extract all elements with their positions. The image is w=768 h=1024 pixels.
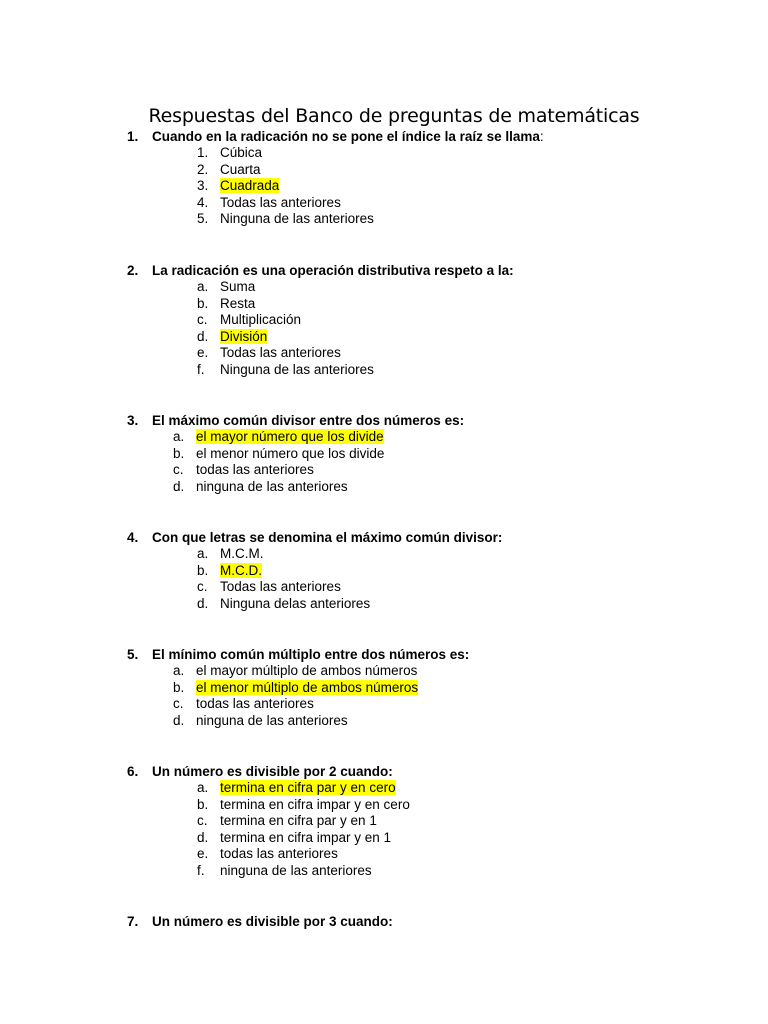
- options-list: [127, 429, 747, 495]
- question-heading: [127, 412, 747, 429]
- question-text: Con que letras se denomina el máximo común divisor:: [152, 530, 503, 545]
- option-marker: b.: [197, 295, 209, 311]
- question-number: 7.: [127, 914, 139, 929]
- question-trailing: :: [539, 129, 544, 144]
- option-marker: 2.: [197, 161, 209, 177]
- option-marker: e.: [197, 345, 209, 360]
- option-item: [197, 362, 747, 379]
- option-item: [173, 713, 747, 730]
- question-3: [127, 412, 747, 495]
- option-marker: d.: [173, 712, 185, 728]
- option-text: Todas las anteriores: [220, 345, 341, 360]
- options-list: [127, 145, 747, 228]
- option-text: todas las anteriores: [196, 696, 314, 711]
- option-item: [197, 211, 747, 228]
- option-item: [197, 279, 747, 296]
- option-marker: b.: [197, 562, 209, 578]
- option-marker: 3.: [197, 178, 209, 193]
- option-item: [197, 145, 747, 162]
- option-marker: f.: [197, 862, 205, 878]
- question-6: [127, 763, 747, 879]
- options-list: [127, 780, 747, 879]
- option-item: [173, 446, 747, 463]
- option-text: todas las anteriores: [220, 846, 338, 861]
- option-item: [197, 797, 747, 814]
- question-text: El mínimo común múltiplo entre dos números es:: [152, 647, 470, 662]
- option-item: [197, 162, 747, 179]
- option-text: el mayor número que los divide: [196, 429, 384, 444]
- option-item: [197, 579, 747, 596]
- question-2: [127, 262, 747, 378]
- options-list: [127, 546, 747, 612]
- option-marker: c.: [197, 579, 208, 594]
- question-number: 1.: [127, 129, 139, 144]
- question-heading: [127, 128, 747, 145]
- option-text: todas las anteriores: [196, 462, 314, 477]
- question-text: La radicación es una operación distributiva respeto a la:: [152, 263, 514, 278]
- option-text: Resta: [220, 295, 256, 311]
- option-text: Multiplicación: [220, 312, 302, 327]
- option-item: [173, 696, 747, 713]
- option-marker: e.: [197, 846, 209, 861]
- option-marker: a.: [173, 663, 185, 678]
- option-marker: d.: [173, 478, 185, 494]
- question-heading: [127, 763, 747, 780]
- option-item: [197, 780, 747, 797]
- question-4: [127, 529, 747, 612]
- option-text: el menor múltiplo de ambos números: [196, 679, 419, 695]
- option-item: [197, 329, 747, 346]
- option-marker: 5.: [197, 211, 209, 226]
- question-number: 6.: [127, 764, 139, 779]
- option-item: [173, 479, 747, 496]
- option-text: División: [220, 328, 268, 344]
- options-list: [127, 279, 747, 378]
- option-marker: a.: [197, 279, 209, 294]
- option-item: [173, 462, 747, 479]
- option-marker: b.: [173, 445, 185, 461]
- question-text: El máximo común divisor entre dos números es:: [152, 413, 465, 428]
- option-text: ninguna de las anteriores: [220, 862, 372, 878]
- option-item: [197, 596, 747, 613]
- option-item: [197, 546, 747, 563]
- option-text: Suma: [220, 279, 256, 294]
- option-text: Todas las anteriores: [220, 194, 341, 210]
- question-text: Cuando en la radicación no se pone el índice la raíz se llama: [152, 129, 540, 144]
- option-marker: c.: [197, 813, 208, 828]
- option-text: el menor número que los divide: [196, 445, 385, 461]
- option-item: [197, 296, 747, 313]
- question-number: 3.: [127, 413, 139, 428]
- option-item: [197, 813, 747, 830]
- option-text: el mayor múltiplo de ambos números: [196, 663, 418, 678]
- option-text: Todas las anteriores: [220, 579, 341, 594]
- option-item: [197, 195, 747, 212]
- option-marker: b.: [173, 679, 185, 695]
- option-item: [173, 429, 747, 446]
- option-marker: 1.: [197, 145, 209, 160]
- option-marker: c.: [173, 462, 184, 477]
- option-marker: f.: [197, 361, 205, 377]
- question-heading: [127, 529, 747, 546]
- option-item: [197, 563, 747, 580]
- option-marker: d.: [197, 595, 209, 611]
- option-text: termina en cifra par y en 1: [220, 813, 377, 828]
- option-marker: a.: [197, 546, 209, 561]
- question-text: Un número es divisible por 3 cuando:: [152, 914, 393, 929]
- option-marker: c.: [173, 696, 184, 711]
- question-heading: [127, 262, 747, 279]
- option-item: [197, 178, 747, 195]
- option-text: Cúbica: [220, 145, 263, 160]
- option-marker: a.: [197, 780, 209, 795]
- option-text: Cuarta: [220, 161, 261, 177]
- option-item: [197, 345, 747, 362]
- option-text: M.C.M.: [220, 546, 264, 561]
- question-heading: [127, 646, 747, 663]
- option-text: termina en cifra par y en cero: [220, 780, 396, 795]
- question-heading: [127, 913, 747, 930]
- option-item: [173, 680, 747, 697]
- option-item: [173, 663, 747, 680]
- options-list: [127, 663, 747, 729]
- option-text: termina en cifra impar y en 1: [220, 829, 392, 845]
- option-marker: d.: [197, 328, 209, 344]
- option-text: M.C.D.: [220, 562, 262, 578]
- page-title: Respuestas del Banco de preguntas de matemáticas: [148, 104, 640, 127]
- option-marker: a.: [173, 429, 185, 444]
- option-text: ninguna de las anteriores: [196, 478, 348, 494]
- question-number: 4.: [127, 530, 139, 545]
- option-text: Ninguna delas anteriores: [220, 595, 371, 611]
- option-marker: 4.: [197, 194, 209, 210]
- option-item: [197, 863, 747, 880]
- option-marker: c.: [197, 312, 208, 327]
- question-number: 5.: [127, 647, 139, 662]
- option-text: Ninguna de las anteriores: [220, 361, 374, 377]
- option-item: [197, 846, 747, 863]
- option-item: [197, 312, 747, 329]
- option-marker: b.: [197, 796, 209, 812]
- option-item: [197, 830, 747, 847]
- question-7: [127, 913, 747, 930]
- question-text: Un número es divisible por 2 cuando:: [152, 764, 393, 779]
- question-5: [127, 646, 747, 729]
- option-text: Ninguna de las anteriores: [220, 211, 374, 226]
- option-text: termina en cifra impar y en cero: [220, 796, 410, 812]
- question-number: 2.: [127, 263, 139, 278]
- question-1: [127, 128, 747, 228]
- option-text: Cuadrada: [220, 178, 280, 193]
- option-marker: d.: [197, 829, 209, 845]
- option-text: ninguna de las anteriores: [196, 712, 348, 728]
